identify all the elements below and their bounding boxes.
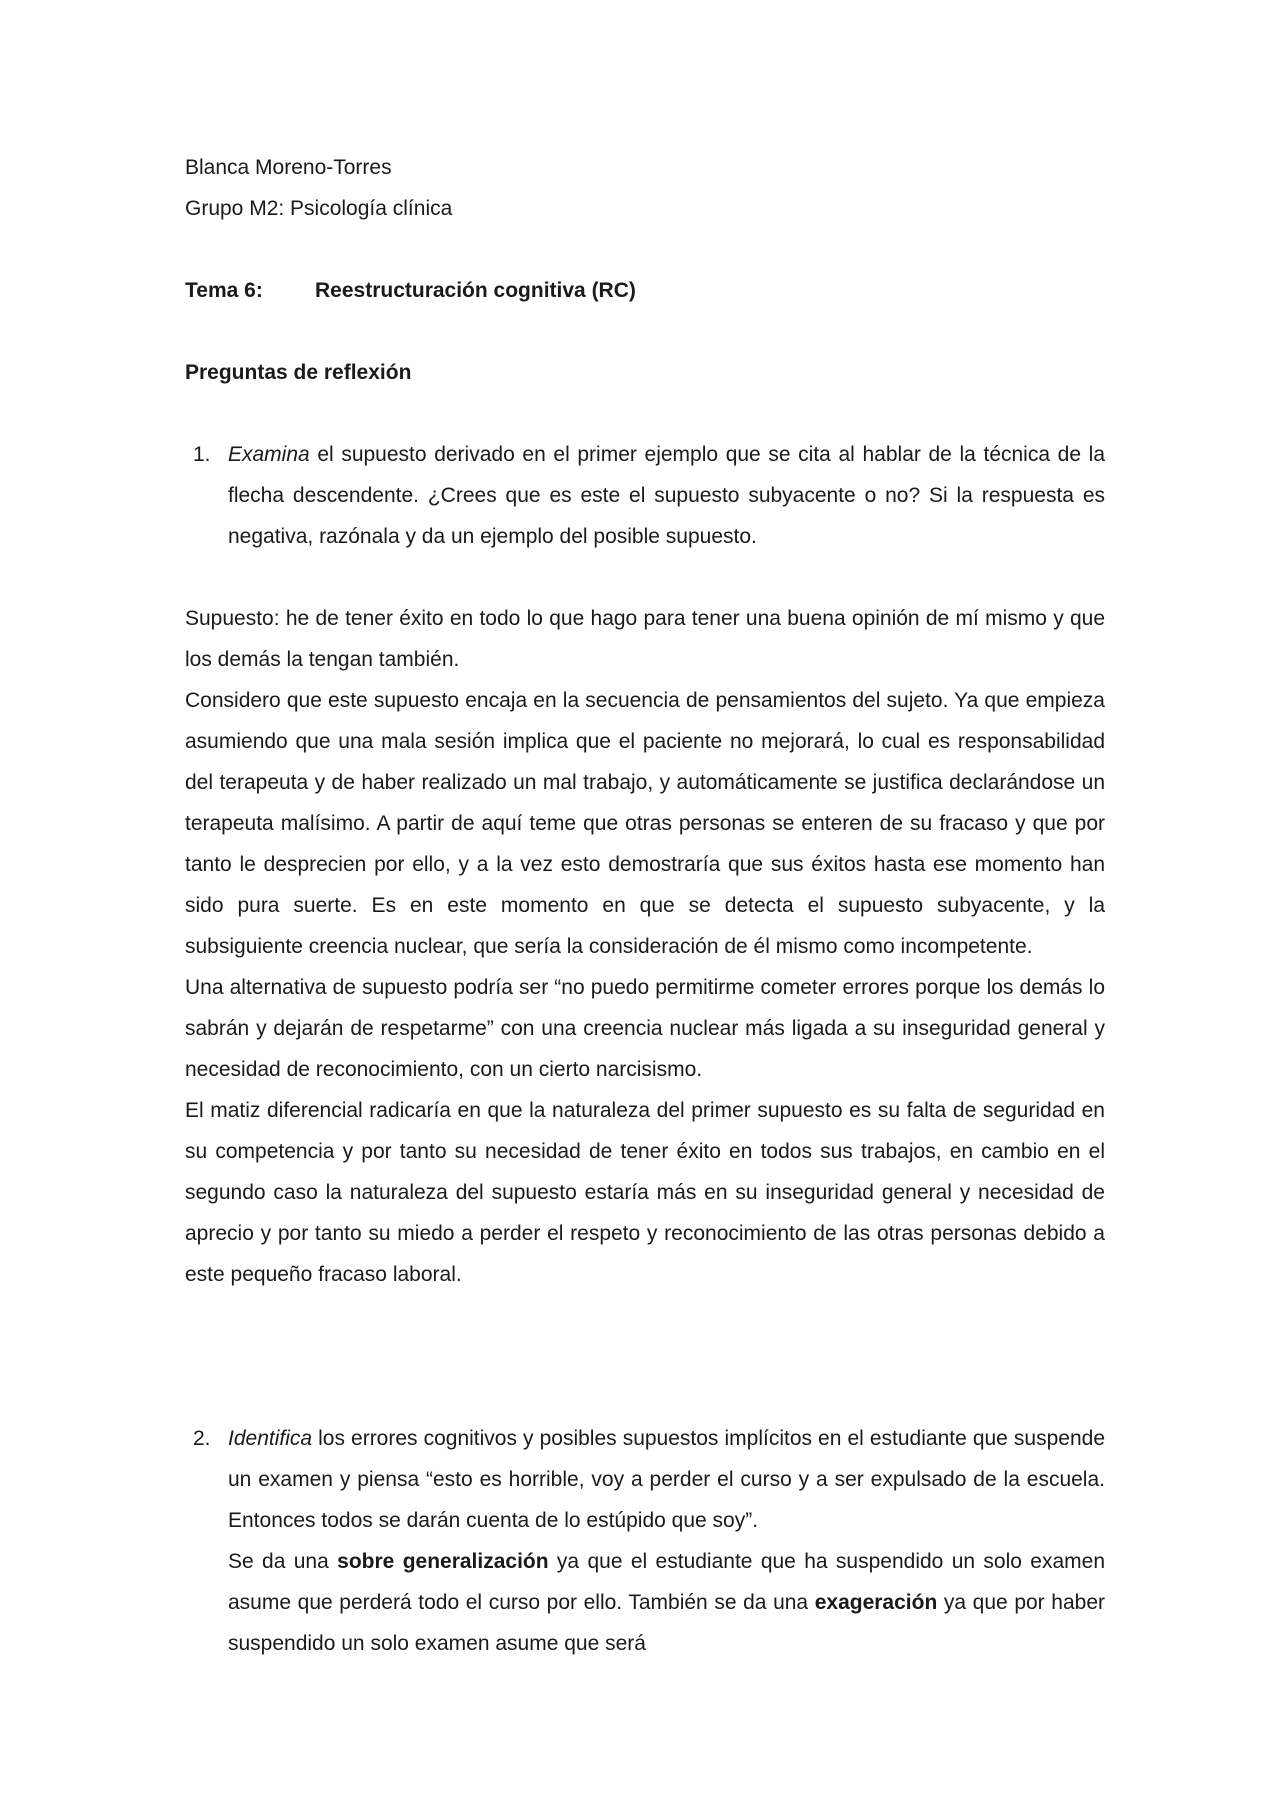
question-verb: Examina [228, 443, 310, 466]
answer-paragraph: El matiz diferencial radicaría en que la naturaleza del primer supuesto es su falta de seguridad en su competencia y por tanto su necesidad de tener éxito en todos sus trabajos, en cambio en el segundo caso la naturaleza del supuesto estaría más en su inseguridad general y necesidad de aprecio y por tanto su miedo a perder el respeto y reconocimiento de las otras personas debido a este pequeño fracaso laboral. [185, 1099, 1105, 1286]
answer-2 [228, 1541, 1105, 1664]
answer-text: ya que por haber suspendido un solo examen asume que será [228, 1591, 1105, 1655]
cognitive-error-term: sobre generalización [337, 1550, 549, 1573]
question-text [228, 1418, 1105, 1541]
question-1 [185, 434, 1105, 557]
topic-title: Reestructuración cognitiva (RC) [315, 279, 636, 302]
question-number: 1. [193, 443, 211, 466]
question-text [228, 434, 1105, 557]
question-body: el supuesto derivado en el primer ejemplo que se cita al hablar de la técnica de la flecha descendente. ¿Crees que es este el supuesto subyacente o no? Si la respuesta es negativa, razónala y da un ejemplo del posible supuesto. [228, 443, 1105, 548]
author-name: Blanca Moreno-Torres [185, 156, 392, 179]
answer-paragraph: Una alternativa de supuesto podría ser “no puedo permitirme cometer errores porque los demás lo sabrán y dejarán de respetarme” con una creencia nuclear más ligada a su inseguridad general y necesidad de reconocimiento, con un cierto narcisismo. [185, 976, 1105, 1081]
cognitive-error-term: exageración [814, 1591, 938, 1614]
topic-heading [185, 270, 636, 311]
answer-paragraph: Supuesto: he de tener éxito en todo lo que hago para tener una buena opinión de mí mismo y que los demás la tengan también. [185, 607, 1105, 671]
question-2 [185, 1418, 1105, 1664]
answer-1 [185, 598, 1105, 1295]
answer-text: Se da una [228, 1550, 338, 1573]
answer-paragraph: Considero que este supuesto encaja en la secuencia de pensamientos del sujeto. Ya que empieza asumiendo que una mala sesión implica que el paciente no mejorará, lo cual es responsabilidad del terapeuta y de haber realizado un mal trabajo, y automáticamente se justifica declarándose un terapeuta malísimo. A partir de aquí teme que otras personas se enteren de su fracaso y que por tanto le desprecien por ello, y a la vez esto demostraría que sus éxitos hasta ese momento han sido pura suerte. Es en este momento en que se detecta el supuesto subyacente, y la subsiguiente creencia nuclear, que sería la consideración de él mismo como incompetente. [185, 689, 1105, 958]
topic-label: Tema 6: [185, 279, 263, 302]
section-title: Preguntas de reflexión [185, 361, 412, 384]
question-body: los errores cognitivos y posibles supuestos implícitos en el estudiante que suspende un examen y piensa “esto es horrible, voy a perder el curso y a ser expulsado de la escuela. Entonces todos se darán cuenta de lo estúpido que soy”. [228, 1427, 1105, 1532]
question-number: 2. [193, 1427, 211, 1450]
group-name: Grupo M2: Psicología clínica [185, 197, 453, 220]
question-verb: Identifica [228, 1427, 313, 1450]
answer-text: ya que el estudiante que ha suspendido un solo examen asume que perderá todo el curso por ello. También se da una [228, 1550, 1105, 1614]
